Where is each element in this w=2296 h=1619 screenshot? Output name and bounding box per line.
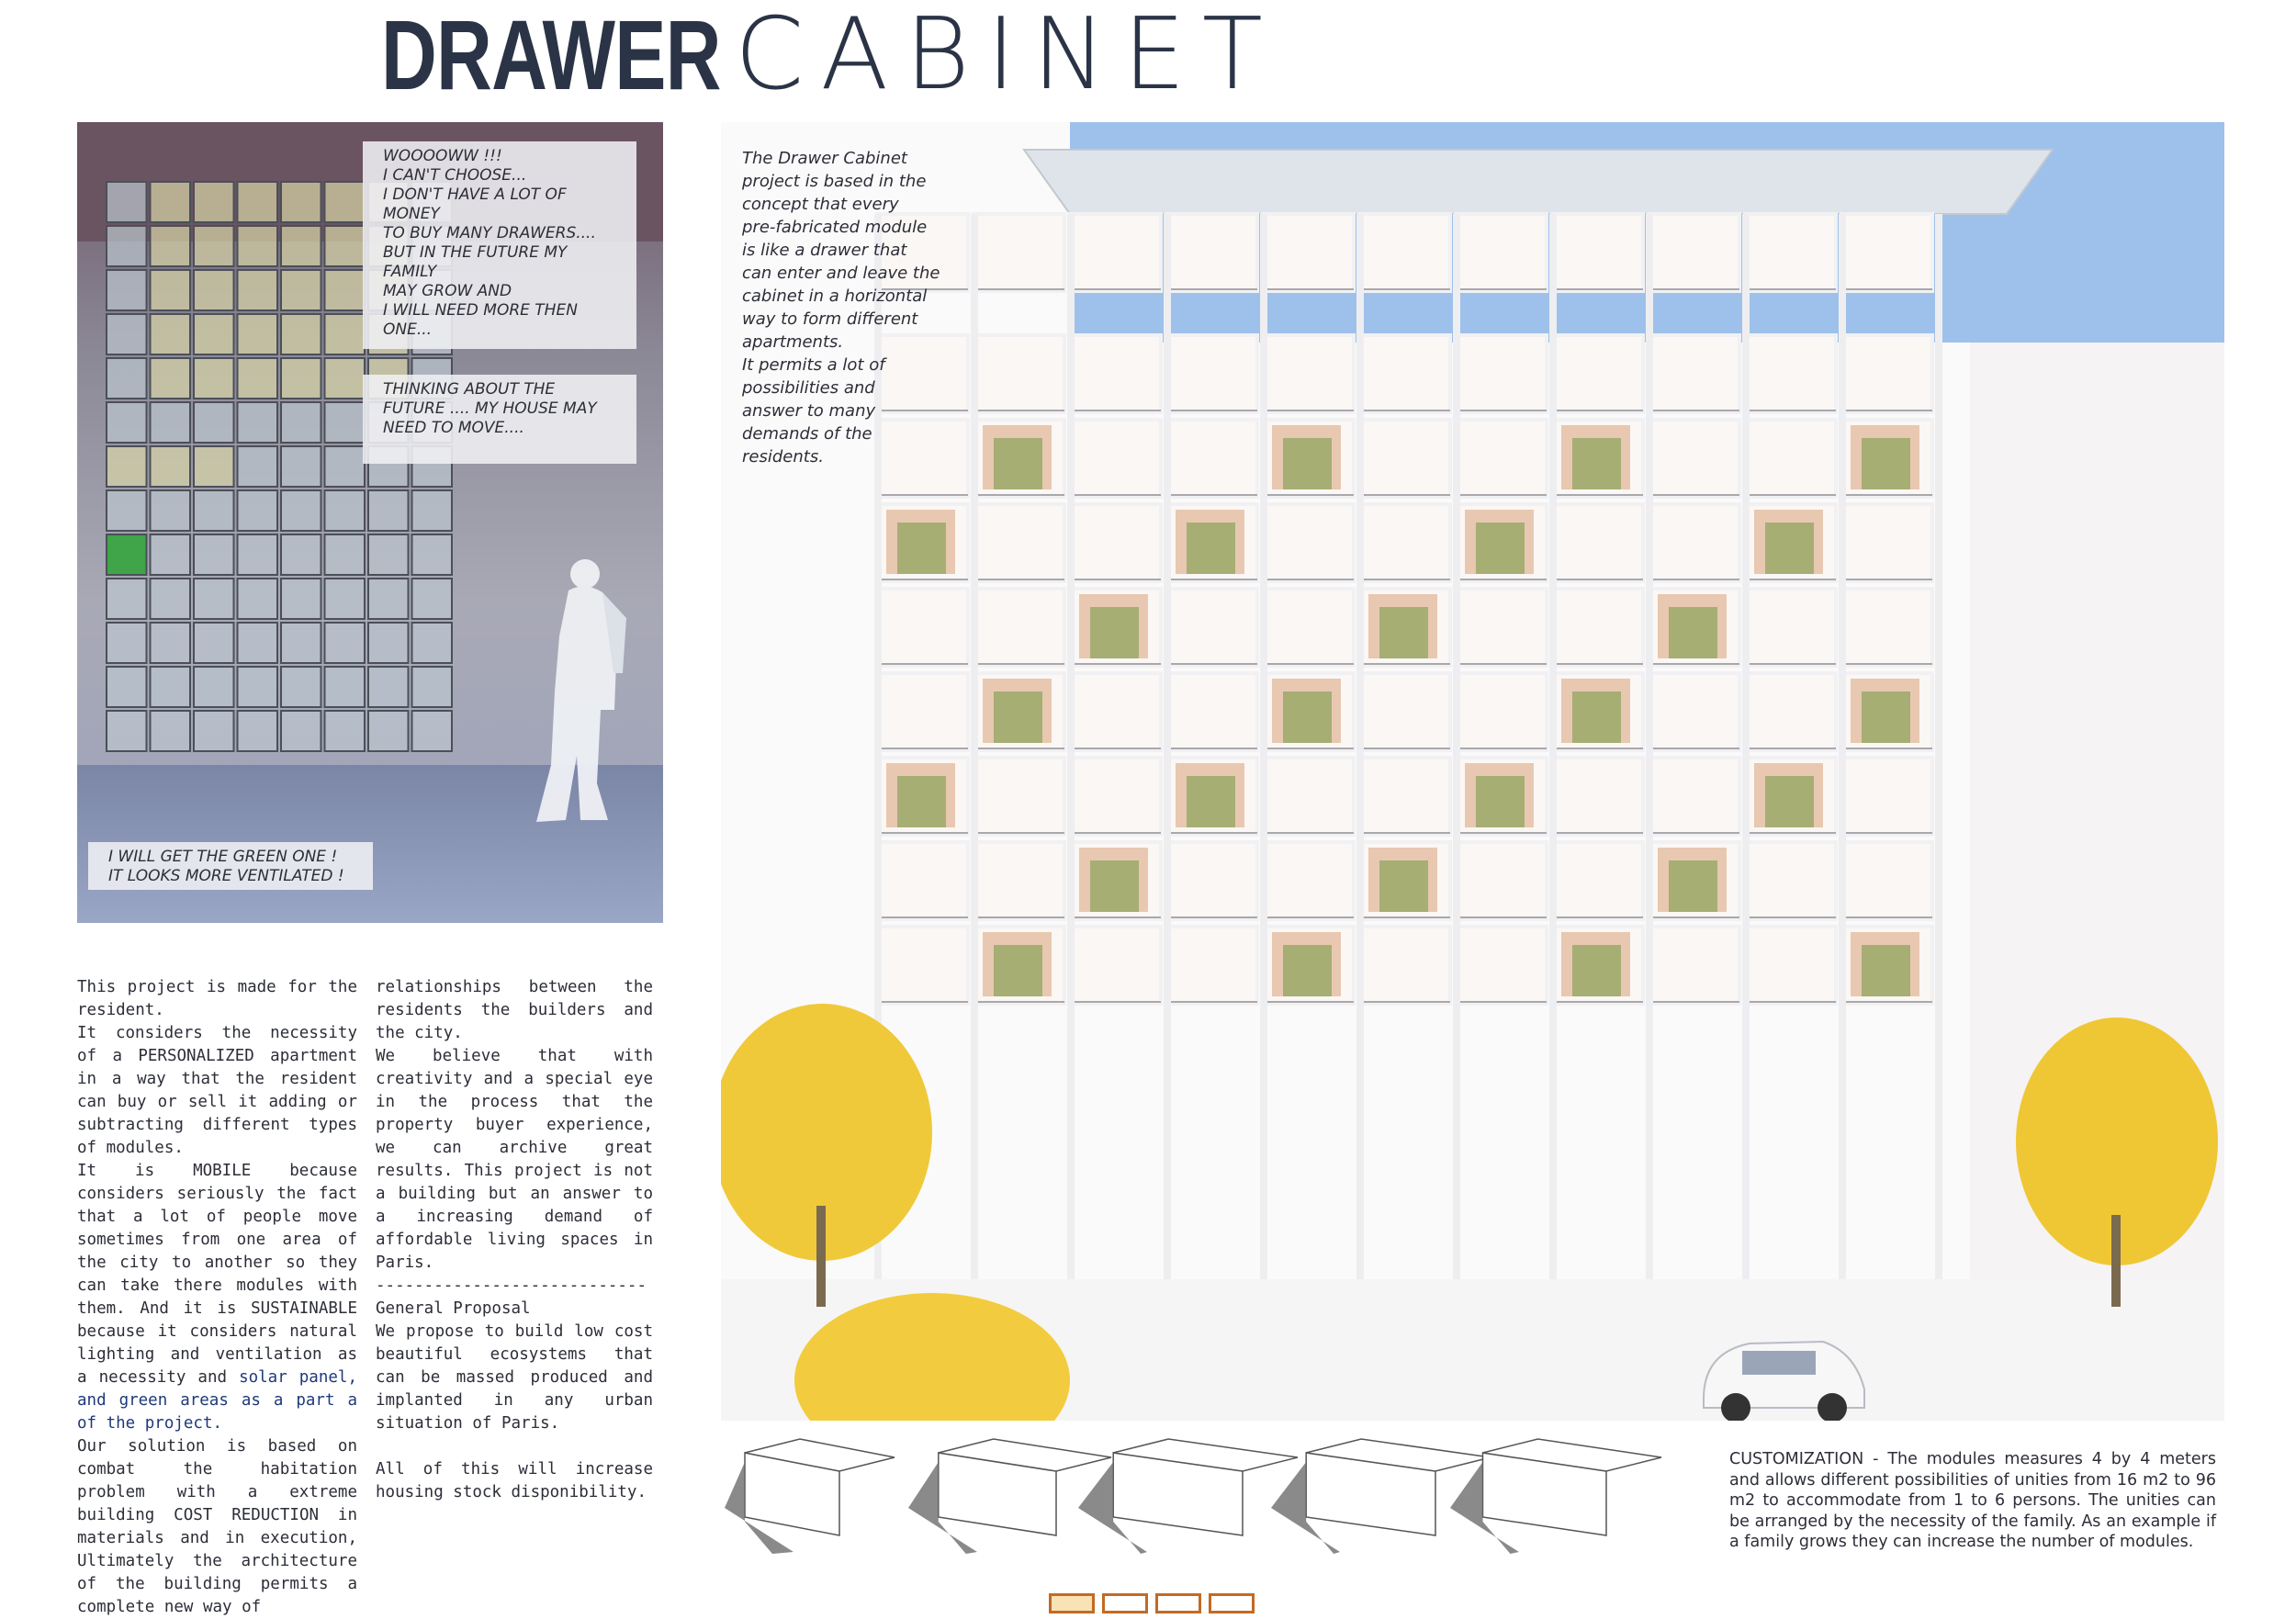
- building-bay: [974, 504, 1064, 581]
- drawer-module: [368, 623, 409, 663]
- drawer-module: [194, 534, 234, 575]
- drawer-module: [151, 446, 191, 487]
- building-bay: [1745, 589, 1836, 666]
- building-bay: [1841, 504, 1932, 581]
- building-bay: [1263, 504, 1354, 581]
- drawer-module: [325, 446, 366, 487]
- drawer-module: [151, 182, 191, 222]
- drawer-module: [107, 314, 147, 354]
- building-bay: [1263, 214, 1354, 291]
- drawer-module: [151, 270, 191, 310]
- plant-screen: [1379, 607, 1428, 658]
- drawer-module: [107, 490, 147, 531]
- building-bay: [1263, 335, 1354, 412]
- drawer-module: [107, 623, 147, 663]
- drawer-module: [107, 402, 147, 443]
- building-bay: [1841, 589, 1932, 666]
- building-bay: [1166, 927, 1257, 1004]
- building-bay: [877, 589, 968, 666]
- drawer-module: [194, 446, 234, 487]
- plant-screen: [1187, 776, 1235, 827]
- drawer-module: [281, 711, 321, 751]
- building-bay: [1359, 214, 1450, 291]
- plant-screen: [1187, 523, 1235, 574]
- building-bay: [1841, 214, 1932, 291]
- page-indicator-box[interactable]: [1049, 1593, 1095, 1613]
- building-bay: [1841, 335, 1932, 412]
- drawer-module: [238, 490, 278, 531]
- structural-column: [1935, 214, 1942, 1298]
- building-bay: [1359, 504, 1450, 581]
- building-bay: [1745, 335, 1836, 412]
- green-drawer-module: [107, 534, 147, 575]
- drawer-module: [368, 534, 409, 575]
- drawer-module: [412, 667, 453, 707]
- building-bay: [1359, 335, 1450, 412]
- drawer-module: [325, 534, 366, 575]
- concept-description: The Drawer Cabinet project is based in the concept that every pre-fabricated module is like a drawer that can enter and leave the cabinet in a horizontal way to form different apartments. It permits a lot of possibilities and answer to many demands of the residents.: [742, 149, 940, 467]
- building-bay: [1263, 589, 1354, 666]
- drawer-module: [194, 314, 234, 354]
- plant-screen: [1283, 691, 1332, 743]
- drawer-module: [151, 490, 191, 531]
- drawer-module: [107, 358, 147, 399]
- drawer-module: [325, 579, 366, 619]
- drawer-module: [194, 711, 234, 751]
- drawer-module: [194, 490, 234, 531]
- drawer-module: [412, 534, 453, 575]
- building-bay: [1166, 214, 1257, 291]
- plant-screen: [1572, 945, 1621, 996]
- drawer-module: [238, 579, 278, 619]
- plant-screen: [1669, 860, 1717, 912]
- building-bay: [1166, 673, 1257, 750]
- page-indicator: [1049, 1593, 1255, 1613]
- drawer-module: [281, 226, 321, 266]
- building-bay: [1745, 214, 1836, 291]
- structural-column: [1356, 214, 1364, 1298]
- drawer-module: [281, 490, 321, 531]
- building-bay: [1649, 504, 1739, 581]
- drawer-module: [368, 579, 409, 619]
- structural-column: [1742, 214, 1750, 1298]
- drawer-module: [238, 314, 278, 354]
- drawer-module: [368, 490, 409, 531]
- drawer-module: [238, 446, 278, 487]
- illustration-panel: [77, 122, 663, 923]
- drawer-module: [238, 667, 278, 707]
- building-bay: [877, 673, 968, 750]
- drawer-module: [281, 623, 321, 663]
- building-bay: [974, 842, 1064, 919]
- drawer-module: [194, 402, 234, 443]
- building-bay: [1745, 842, 1836, 919]
- building-bay: [974, 335, 1064, 412]
- drawer-module: [412, 623, 453, 663]
- building-bay: [1359, 673, 1450, 750]
- speech-bubble-choose: WOOOOWW !!! I CAN'T CHOOSE... I DON'T HAVE A LOT OF MONEY TO BUY MANY DRAWERS.... BUT IN THE FUTURE MY FAMILY MAY GROW AND I WILL NEED MORE THEN ONE...: [363, 141, 636, 349]
- plant-screen: [1765, 523, 1814, 574]
- module-diagram: [908, 1439, 1111, 1554]
- plant-screen: [1476, 776, 1525, 827]
- title-drawer: DRAWER: [381, 0, 721, 110]
- structural-column: [971, 214, 978, 1298]
- drawer-module: [151, 579, 191, 619]
- building-bay: [974, 214, 1064, 291]
- building-bay: [1552, 842, 1643, 919]
- plant-screen: [1283, 438, 1332, 489]
- drawer-module: [238, 270, 278, 310]
- drawer-module: [325, 358, 366, 399]
- drawer-module: [412, 490, 453, 531]
- building-bay: [1552, 214, 1643, 291]
- building-bay: [1649, 214, 1739, 291]
- building-bay: [1070, 420, 1161, 497]
- plant-screen: [1862, 438, 1910, 489]
- tree-left: [721, 1004, 932, 1261]
- building-bay: [1456, 673, 1547, 750]
- drawer-module: [151, 623, 191, 663]
- drawer-module: [325, 270, 366, 310]
- building-bay: [1552, 589, 1643, 666]
- page-indicator-box[interactable]: [1209, 1593, 1255, 1613]
- drawer-module: [194, 226, 234, 266]
- plant-screen: [1862, 691, 1910, 743]
- drawer-module: [151, 226, 191, 266]
- plant-screen: [1572, 438, 1621, 489]
- speech-bubble-move: THINKING ABOUT THE FUTURE .... MY HOUSE MAY NEED TO MOVE....: [363, 375, 636, 464]
- drawer-module: [238, 402, 278, 443]
- building-bay: [1552, 504, 1643, 581]
- drawer-module: [281, 182, 321, 222]
- drawer-module: [238, 711, 278, 751]
- drawer-module: [151, 534, 191, 575]
- drawer-module: [238, 623, 278, 663]
- plant-screen: [1862, 945, 1910, 996]
- building-bay: [1070, 335, 1161, 412]
- body-column-2: relationships between the residents the builders and the city. We believe that with creativity and a special eye in the process that the property buyer experience, we can archive great results. This project is not a building but an answer to a increasing demand of affordable living spaces in Paris. ---------------------------- General Proposal We propose to build low cost beautiful ecosystems that can be massed produced and implanted in any urban situation of Paris. All of this will increase housing stock disponibility.: [376, 978, 653, 1501]
- drawer-module: [238, 534, 278, 575]
- drawer-module: [368, 667, 409, 707]
- building-bay: [1745, 673, 1836, 750]
- building-bay: [1456, 420, 1547, 497]
- drawer-module: [107, 711, 147, 751]
- building-render-svg: [721, 122, 2224, 1421]
- building-bay: [1841, 758, 1932, 835]
- customization-text: CUSTOMIZATION - The modules measures 4 by 4 meters and allows different possibilities of unities from 16 m2 to 96 m2 to accommodate from 1 to 6 persons. The unities can be arranged by the necessity of the family. As an example if a family grows they can increase the number of modules.: [1729, 1450, 2216, 1551]
- drawer-module: [281, 579, 321, 619]
- drawer-module: [281, 358, 321, 399]
- building-bay: [1456, 589, 1547, 666]
- plant-screen: [1669, 607, 1717, 658]
- drawer-module: [238, 358, 278, 399]
- drawer-module: [151, 314, 191, 354]
- plant-screen: [994, 691, 1042, 743]
- drawer-module: [107, 226, 147, 266]
- plant-screen: [994, 945, 1042, 996]
- structural-column: [1549, 214, 1557, 1298]
- drawer-module: [412, 579, 453, 619]
- drawer-module: [325, 490, 366, 531]
- drawer-module: [325, 667, 366, 707]
- drawer-module: [281, 314, 321, 354]
- drawer-module: [325, 314, 366, 354]
- module-diagram: [1271, 1439, 1491, 1554]
- plant-screen: [897, 776, 946, 827]
- building-bay: [1456, 927, 1547, 1004]
- title-cabinet: CABINET: [735, 0, 1279, 112]
- building-bay: [1745, 927, 1836, 1004]
- body-col1-text-b: Our solution is based on combat the habitation problem with a extreme building COST REDUCTION in materials and in execution, Ultimately the architecture of the building permits a complete new way of: [77, 1437, 357, 1616]
- drawer-module: [151, 402, 191, 443]
- drawer-module: [325, 182, 366, 222]
- building-bay: [1359, 420, 1450, 497]
- building-bay: [974, 758, 1064, 835]
- plant-screen: [897, 523, 946, 574]
- building-bay: [1166, 420, 1257, 497]
- building-bay: [1649, 758, 1739, 835]
- structural-column: [1839, 214, 1846, 1298]
- building-bay: [1359, 927, 1450, 1004]
- plant-screen: [1090, 607, 1139, 658]
- building-bay: [1070, 758, 1161, 835]
- plant-screen: [1765, 776, 1814, 827]
- page-indicator-box[interactable]: [1102, 1593, 1148, 1613]
- building-bay: [1456, 335, 1547, 412]
- plant-screen: [1283, 945, 1332, 996]
- drawer-module: [325, 623, 366, 663]
- building-bay: [877, 927, 968, 1004]
- body-col1-text-a: This project is made for the resident. It considers the necessity of a PERSONALIZED apartment in a way that the resident can buy or sell it adding or subtracting different types of modules. It is MOBILE because considers seriously the fact that a lot of people move sometimes from one area of the city to another so they can take there modules with them. And it is SUSTAINABLE because it considers natural lighting and ventilation as a necessity and: [77, 978, 357, 1387]
- drawer-module: [325, 226, 366, 266]
- building-bay: [1166, 589, 1257, 666]
- drawer-module: [151, 667, 191, 707]
- building-bay: [1263, 758, 1354, 835]
- building-bay: [1745, 420, 1836, 497]
- drawer-module: [412, 711, 453, 751]
- plant-screen: [994, 438, 1042, 489]
- building-bay: [1070, 673, 1161, 750]
- module-diagram: [725, 1439, 895, 1554]
- drawer-module: [238, 226, 278, 266]
- plant-screen: [1090, 860, 1139, 912]
- building-bay: [1359, 758, 1450, 835]
- drawer-module: [107, 446, 147, 487]
- building-bay: [1070, 927, 1161, 1004]
- page-indicator-box[interactable]: [1155, 1593, 1201, 1613]
- drawer-module: [107, 667, 147, 707]
- plant-screen: [1572, 691, 1621, 743]
- drawer-module: [325, 711, 366, 751]
- building-bay: [974, 589, 1064, 666]
- structural-column: [1067, 214, 1075, 1298]
- building-bay: [1649, 335, 1739, 412]
- drawer-module: [107, 182, 147, 222]
- structural-column: [1646, 214, 1653, 1298]
- drawer-module: [325, 402, 366, 443]
- building-bay: [1166, 842, 1257, 919]
- structural-column: [1164, 214, 1171, 1298]
- building-bay: [1649, 927, 1739, 1004]
- plant-screen: [1379, 860, 1428, 912]
- building-bay: [1552, 335, 1643, 412]
- drawer-module: [194, 579, 234, 619]
- building-bay: [1070, 214, 1161, 291]
- building-bay: [1552, 758, 1643, 835]
- building-bay: [1263, 842, 1354, 919]
- drawer-module: [281, 667, 321, 707]
- module-diagram: [1078, 1439, 1298, 1554]
- drawer-module: [238, 182, 278, 222]
- drawer-module: [107, 270, 147, 310]
- body-col1-accent: solar panel, and green areas as a part a of the project.: [77, 1368, 357, 1433]
- structural-column: [1453, 214, 1460, 1298]
- building-bay: [1456, 214, 1547, 291]
- building-bay: [1166, 335, 1257, 412]
- drawer-module: [281, 402, 321, 443]
- drawer-module: [281, 534, 321, 575]
- module-diagrams-svg: [720, 1434, 1703, 1572]
- drawer-module: [194, 667, 234, 707]
- module-diagrams: [720, 1434, 1703, 1572]
- drawer-module: [151, 711, 191, 751]
- drawer-module: [194, 623, 234, 663]
- drawer-module: [281, 270, 321, 310]
- structural-column: [1260, 214, 1267, 1298]
- drawer-module: [194, 358, 234, 399]
- drawer-module: [368, 711, 409, 751]
- building-bay: [877, 842, 968, 919]
- speech-bubble-green: I WILL GET THE GREEN ONE ! IT LOOKS MORE VENTILATED !: [88, 842, 373, 890]
- building-bay: [1070, 504, 1161, 581]
- building-bay: [1649, 420, 1739, 497]
- building-render: [721, 122, 2224, 1421]
- drawer-module: [107, 579, 147, 619]
- plant-screen: [1476, 523, 1525, 574]
- drawer-module: [194, 270, 234, 310]
- building-bay: [1841, 842, 1932, 919]
- drawer-module: [194, 182, 234, 222]
- building-bay: [1456, 842, 1547, 919]
- drawer-module: [281, 446, 321, 487]
- drawer-module: [151, 358, 191, 399]
- body-column-1: [77, 976, 357, 1619]
- building-bay: [1649, 673, 1739, 750]
